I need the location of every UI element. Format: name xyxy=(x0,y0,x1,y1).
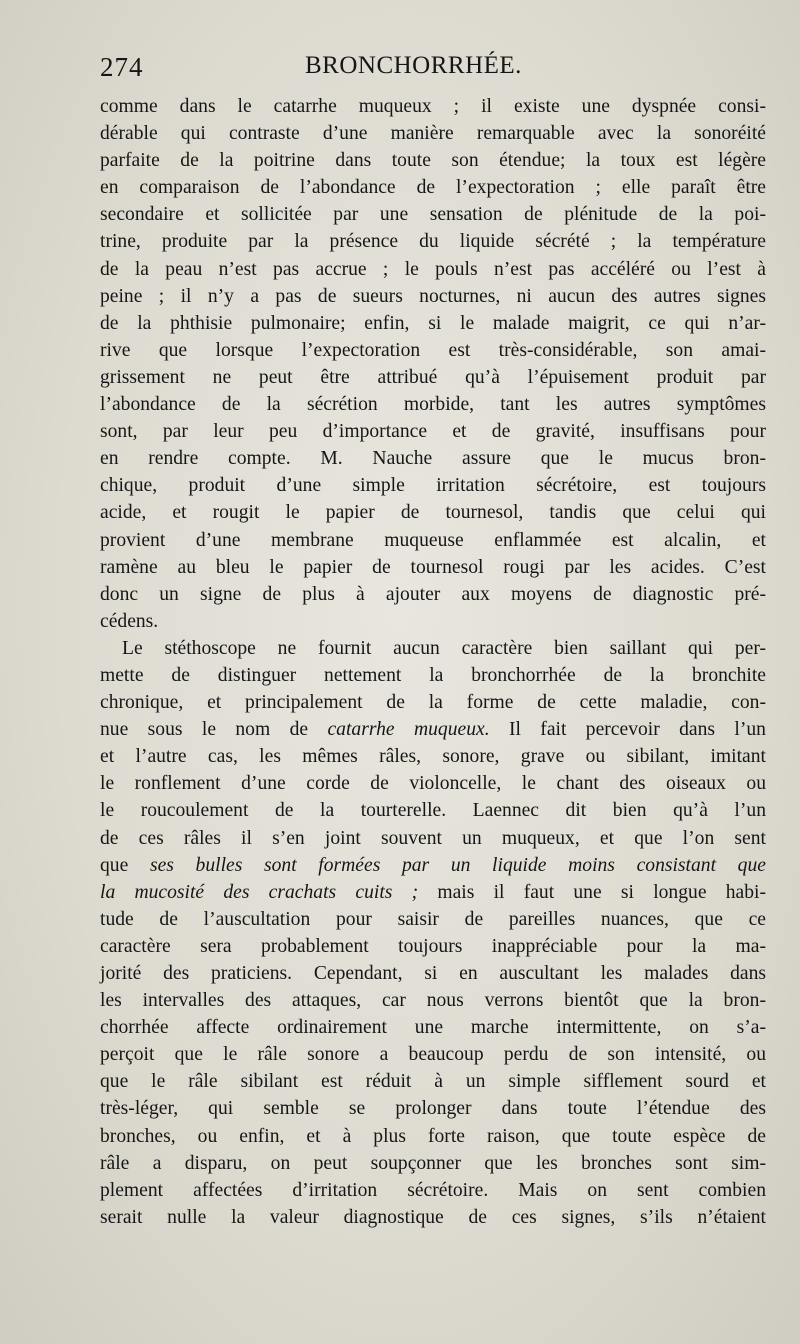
text-line xyxy=(100,933,766,960)
text-line xyxy=(100,608,766,635)
text-line xyxy=(100,201,766,228)
text-line xyxy=(100,1123,766,1150)
text-line-content: chorrhée affecte ordinairement une marche intermittente, on s’a- xyxy=(100,1017,766,1039)
text-line-content: le ronflement d’une corde de violoncelle, le chant des oiseaux ou xyxy=(100,773,766,795)
text-line xyxy=(100,445,766,472)
text-line xyxy=(100,635,766,662)
running-head: BRONCHORRHÉE. xyxy=(305,52,522,79)
text-line xyxy=(100,906,766,933)
text-line-content: cédens. xyxy=(100,610,159,632)
text-line-content: nue sous le nom de catarrhe muqueux. Il fait percevoir dans l’un xyxy=(100,719,766,741)
text-line-content: donc un signe de plus à ajouter aux moyens de diagnostic pré- xyxy=(100,583,766,605)
text-line-content: acide, et rougit le papier de tournesol, tandis que celui qui xyxy=(100,502,766,524)
text-line-content: l’abondance de la sécrétion morbide, tant les autres symptômes xyxy=(100,394,766,416)
text-line xyxy=(100,391,766,418)
text-line xyxy=(100,228,766,255)
text-line xyxy=(100,1014,766,1041)
text-line-content: perçoit que le râle sonore a beaucoup perdu de son intensité, ou xyxy=(100,1044,766,1066)
text-line xyxy=(100,120,766,147)
text-line xyxy=(100,364,766,391)
text-line-content: que ses bulles sont formées par un liquide moins consistant que xyxy=(100,854,766,876)
paragraph xyxy=(100,93,766,635)
page-number: 274 xyxy=(100,52,144,82)
text-line-content: sont, par leur peu d’importance et de gravité, insuffisans pour xyxy=(100,421,766,443)
text-line-content: grissement ne peut être attribué qu’à l’épuisement produit par xyxy=(100,366,766,388)
text-line-content: caractère sera probablement toujours inappréciable pour la ma- xyxy=(100,935,766,957)
text-line xyxy=(100,662,766,689)
text-line xyxy=(100,689,766,716)
text-line-content: tude de l’auscultation pour saisir de pareilles nuances, que ce xyxy=(100,908,766,930)
paragraph xyxy=(100,635,766,1231)
text-line-content: chique, produit d’une simple irritation sécrétoire, est toujours xyxy=(100,475,766,497)
text-line-content: le roucoulement de la tourterelle. Laennec dit bien qu’à l’un xyxy=(100,800,766,822)
text-line-content: chronique, et principalement de la forme de cette maladie, con- xyxy=(100,692,766,714)
text-line xyxy=(100,770,766,797)
text-line-content: très-léger, qui semble se prolonger dans toute l’étendue des xyxy=(100,1098,766,1120)
text-line xyxy=(100,1204,766,1231)
text-line-content: en comparaison de l’abondance de l’expectoration ; elle paraît être xyxy=(100,177,766,199)
text-line xyxy=(100,174,766,201)
text-line xyxy=(100,879,766,906)
text-line-content: peine ; il n’y a pas de sueurs nocturnes, ni aucun des autres signes xyxy=(100,285,766,307)
text-line xyxy=(100,527,766,554)
text-line-content: Le stéthoscope ne fournit aucun caractère bien saillant qui per- xyxy=(122,637,766,659)
text-line xyxy=(100,310,766,337)
page-header xyxy=(100,52,764,92)
text-line-content: jorité des praticiens. Cependant, si en auscultant les malades dans xyxy=(100,963,766,984)
text-line xyxy=(100,93,766,120)
text-line-content: la mucosité des crachats cuits ; mais il faut une si longue habi- xyxy=(100,881,767,903)
text-line xyxy=(100,499,766,526)
text-line xyxy=(100,581,766,608)
text-line xyxy=(100,987,766,1014)
text-line-content: que le râle sibilant est réduit à un simple sifflement sourd et xyxy=(100,1071,766,1093)
text-line xyxy=(100,743,766,770)
text-line-content: plement affectées d’irritation sécrétoire. Mais on sent combien xyxy=(100,1179,766,1201)
text-line xyxy=(100,716,766,743)
text-line-content: et l’autre cas, les mêmes râles, sonore, grave ou sibilant, imitant xyxy=(100,746,766,768)
text-line-content: secondaire et sollicitée par une sensation de plénitude de la poi- xyxy=(100,204,766,226)
text-line-content: ramène au bleu le papier de tournesol rougi par les acides. C’est xyxy=(100,556,766,578)
text-line-content: de ces râles il s’en joint souvent un muqueux, et que l’on sent xyxy=(100,827,766,849)
text-line xyxy=(100,1150,766,1177)
text-line-content: de la phthisie pulmonaire; enfin, si le malade maigrit, ce qui n’ar- xyxy=(100,312,766,334)
text-line xyxy=(100,825,766,852)
text-line xyxy=(100,852,766,879)
text-line-content: comme dans le catarrhe muqueux ; il existe une dyspnée consi- xyxy=(100,96,766,117)
text-line xyxy=(100,256,766,283)
text-line xyxy=(100,554,766,581)
text-line-content: provient d’une membrane muqueuse enflammée est alcalin, et xyxy=(100,529,766,551)
text-line xyxy=(100,1095,766,1122)
text-line xyxy=(100,960,766,987)
text-line xyxy=(100,1068,766,1095)
text-line-content: râle a disparu, on peut soupçonner que les bronches sont sim- xyxy=(100,1152,766,1174)
text-line-content: dérable qui contraste d’une manière remarquable avec la sonoréité xyxy=(100,123,766,145)
body-text xyxy=(100,93,766,1231)
text-line xyxy=(100,418,766,445)
text-line-content: les intervalles des attaques, car nous verrons bientôt que la bron- xyxy=(100,990,766,1012)
text-line-content: rive que lorsque l’expectoration est très-considérable, son amai- xyxy=(100,339,766,361)
text-line xyxy=(100,1177,766,1204)
text-line xyxy=(100,337,766,364)
text-line xyxy=(100,283,766,310)
text-line-content: parfaite de la poitrine dans toute son étendue; la toux est légère xyxy=(100,150,766,172)
text-line xyxy=(100,147,766,174)
text-line-content: mette de distinguer nettement la bronchorrhée de la bronchite xyxy=(100,664,766,686)
text-line-content: en rendre compte. M. Nauche assure que le mucus bron- xyxy=(100,448,766,470)
text-line xyxy=(100,797,766,824)
text-line xyxy=(100,1041,766,1068)
text-line-content: de la peau n’est pas accrue ; le pouls n’est pas accéléré ou l’est à xyxy=(100,258,766,280)
text-line-content: bronches, ou enfin, et à plus forte raison, que toute espèce de xyxy=(100,1125,766,1147)
text-line-content: trine, produite par la présence du liquide sécrété ; la température xyxy=(100,231,766,253)
text-line-content: serait nulle la valeur diagnostique de ces signes, s’ils n’étaient xyxy=(100,1206,766,1228)
text-line xyxy=(100,472,766,499)
